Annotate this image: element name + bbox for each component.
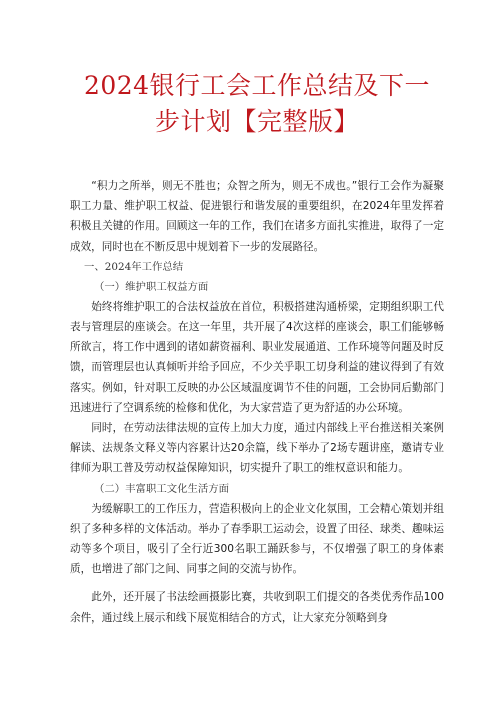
subsection-heading-rights: （一）维护职工权益方面: [94, 280, 209, 293]
title-line-2: 步计划【完整版】: [154, 107, 359, 136]
paragraph-rights-1: 始终将维护职工的合法权益放在首位，积极搭建沟通桥梁，定期组织职工代表与管理层的座谈会。在这一年里，共开展了4次这样的座谈会，职工们能够畅所欲言，将工作中遇到的诸如薪资福利、职业发展通道、工作环境等问题及时反馈，而管理层也认真倾听并给予回应，不少关乎职工切身利益的建议得到了有效落实。例如，针对职工反映的办公区域温度调节不佳的问题，工会协同后勤部门迅速进行了空调系统的检修和优化，为大家营造了更为舒适的办公环境。: [70, 300, 444, 414]
document-title: [70, 0, 444, 140]
paragraph-rights-2: 同时，在劳动法律法规的宣传上加大力度，通过内部线上平台推送相关案例解读、法规条文释义等内容累计达20余篇，线下举办了2场专题讲座，邀请专业律师为职工普及劳动权益保障知识，切实提升了职工的维权意识和能力。: [70, 422, 444, 475]
intro-paragraph: “积力之所举，则无不胜也；众智之所为，则无不成也。”银行工会作为凝聚职工力量、维护职工权益、促进银行和谐发展的重要组织，在2024年里发挥着积极且关键的作用。回顾这一年的工作，我们在诸多方面扎实推进，取得了一定成效，同时也在不断反思中规划着下一步的发展路径。: [70, 180, 444, 253]
paragraph-culture-2: 此外，还开展了书法绘画摄影比赛，共收到职工们提交的各类优秀作品100余件，通过线上展示和线下展览相结合的方式，让大家充分领略到身: [70, 591, 444, 624]
document-body: [70, 176, 444, 628]
title-line-1: 2024银行工会工作总结及下一: [83, 71, 431, 100]
section-heading-summary: 一、2024年工作总结: [84, 260, 184, 273]
subsection-heading-culture: （二）丰富职工文化生活方面: [94, 482, 230, 495]
paragraph-culture-1: 为缓解职工的工作压力，营造积极向上的企业文化氛围，工会精心策划并组织了多种多样的文体活动。举办了春季职工运动会，设置了田径、球类、趣味运动等多个项目，吸引了全行近300名职工踊跃参与，不仅增强了职工的身体素质，也增进了部门之间、同事之间的交流与协作。: [70, 502, 444, 576]
